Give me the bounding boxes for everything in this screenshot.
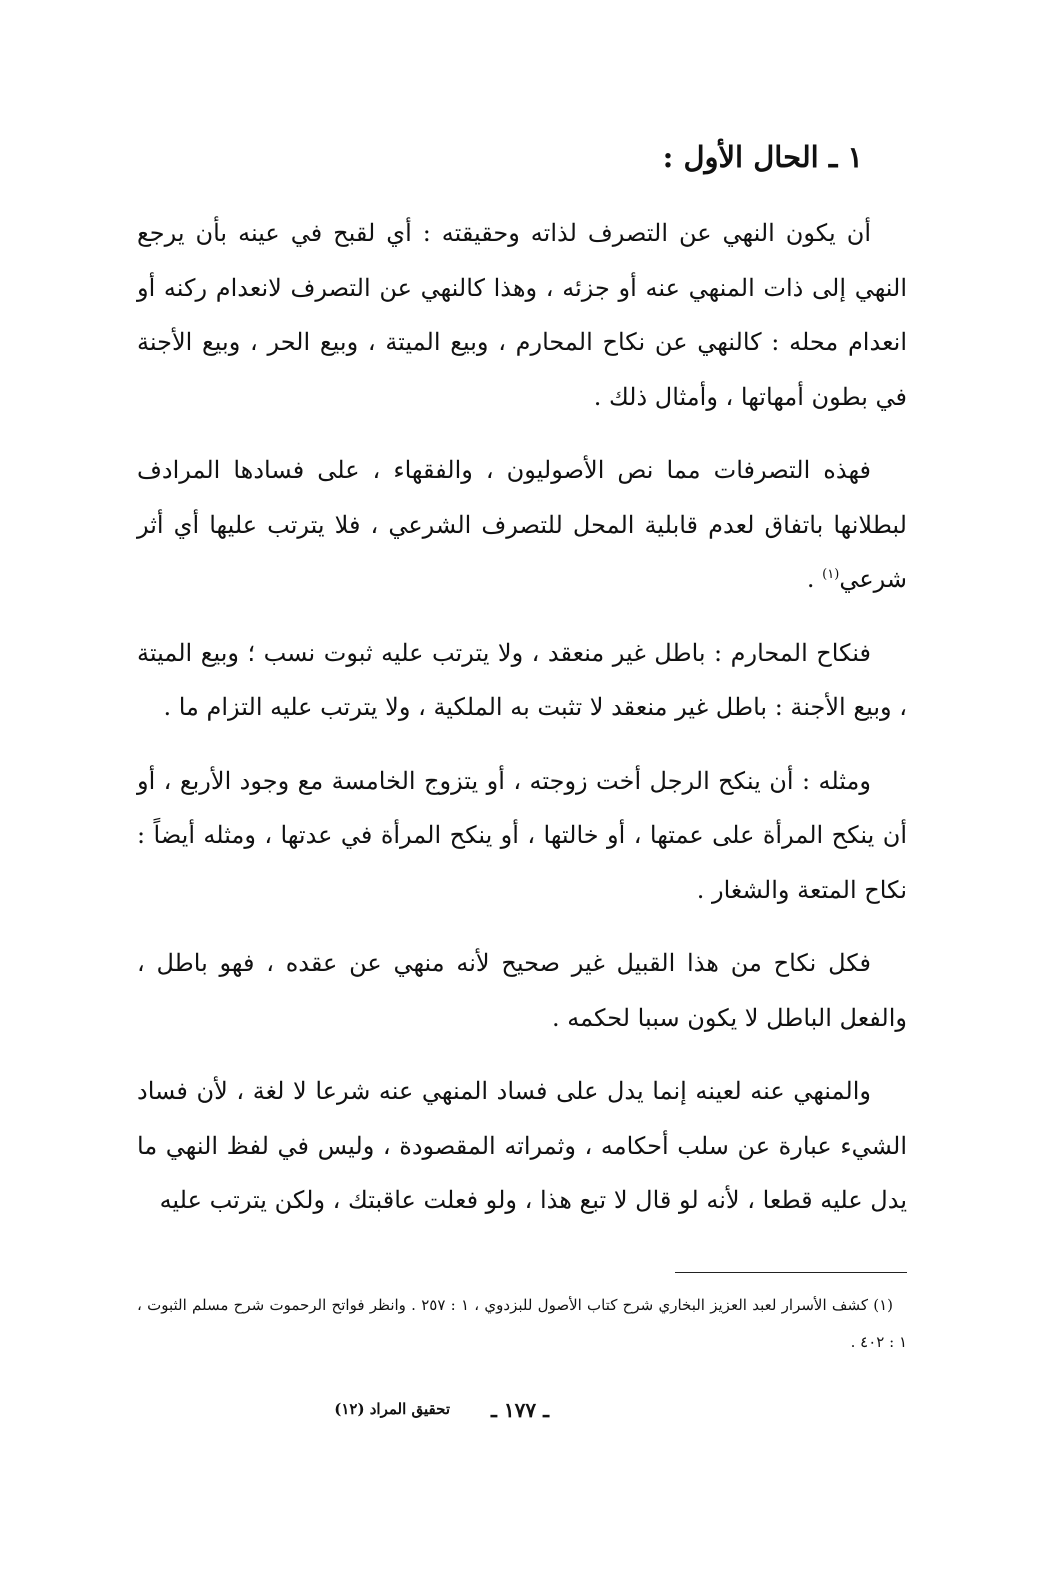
book-title: تحقيق المراد (١٢)	[334, 1400, 450, 1418]
paragraph-5	[137, 936, 907, 1045]
footnote-reference: (١)	[822, 567, 840, 582]
paragraph-text: والمنهي عنه لعينه إنما يدل على فساد المنهي عنه شرعا لا لغة ، لأن فساد الشيء عبارة عن سلب أحكامه ، وثمراته المقصودة ، وليس في لفظ النهي ما يدل عليه قطعا ، لأنه لو قال لا تبع هذا ، ولو فعلت عاقبتك ، ولكن يترتب عليه	[137, 1077, 907, 1214]
footnote-divider	[675, 1272, 907, 1273]
footnote: (١) كشف الأسرار لعبد العزيز البخاري شرح كتاب الأصول للبزدوي ، ١ : ٢٥٧ . وانظر فواتح الرحموت شرح مسلم الثبوت ، ١ : ٤٠٢ .	[137, 1296, 907, 1351]
paragraph-tail: .	[806, 565, 823, 593]
paragraph-text: أن يكون النهي عن التصرف لذاته وحقيقته : أي لقبح في عينه بأن يرجع النهي إلى ذات المنهي عنه أو جزئه ، وهذا كالنهي عن التصرف لانعدام ركنه أو انعدام محله : كالنهي عن نكاح المحارم ، وبيع الميتة ، وبيع الحر ، وبيع الأجنة في بطون أمهاتها ، وأمثال ذلك .	[137, 219, 908, 411]
paragraph-1	[137, 206, 907, 424]
paragraph-3	[137, 626, 907, 735]
paragraph-4	[137, 754, 907, 918]
running-footer-title	[150, 1400, 450, 1418]
page-number: ـ ١٧٧ ـ	[491, 1398, 549, 1422]
main-text	[137, 206, 907, 1247]
paragraph-text: فنكاح المحارم : باطل غير منعقد ، ولا يترتب عليه ثبوت نسب ؛ وبيع الميتة ، وبيع الأجنة : باطل غير منعقد لا تثبت به الملكية ، ولا يترتب عليه التزام ما .	[137, 638, 907, 721]
section-heading: ١ ـ الحال الأول :	[662, 140, 863, 174]
paragraph-2	[137, 443, 907, 607]
paragraph-6	[137, 1064, 907, 1228]
paragraph-text: فكل نكاح من هذا القبيل غير صحيح لأنه منهي عن عقده ، فهو باطل ، والفعل الباطل لا يكون سببا لحكمه .	[137, 949, 907, 1032]
paragraph-text: ومثله : أن ينكح الرجل أخت زوجته ، أو يتزوج الخامسة مع وجود الأربع ، أو أن ينكح المرأة على عمتها ، أو خالتها ، أو ينكح المرأة في عدتها ، ومثله أيضاً : نكاح المتعة والشغار .	[137, 766, 907, 904]
paragraph-text: فهذه التصرفات مما نص الأصوليون ، والفقهاء ، على فسادها المرادف لبطلانها باتفاق لعدم قابلية المحل للتصرف الشرعي ، فلا يترتب عليها أي أثر شرعي	[137, 456, 907, 593]
